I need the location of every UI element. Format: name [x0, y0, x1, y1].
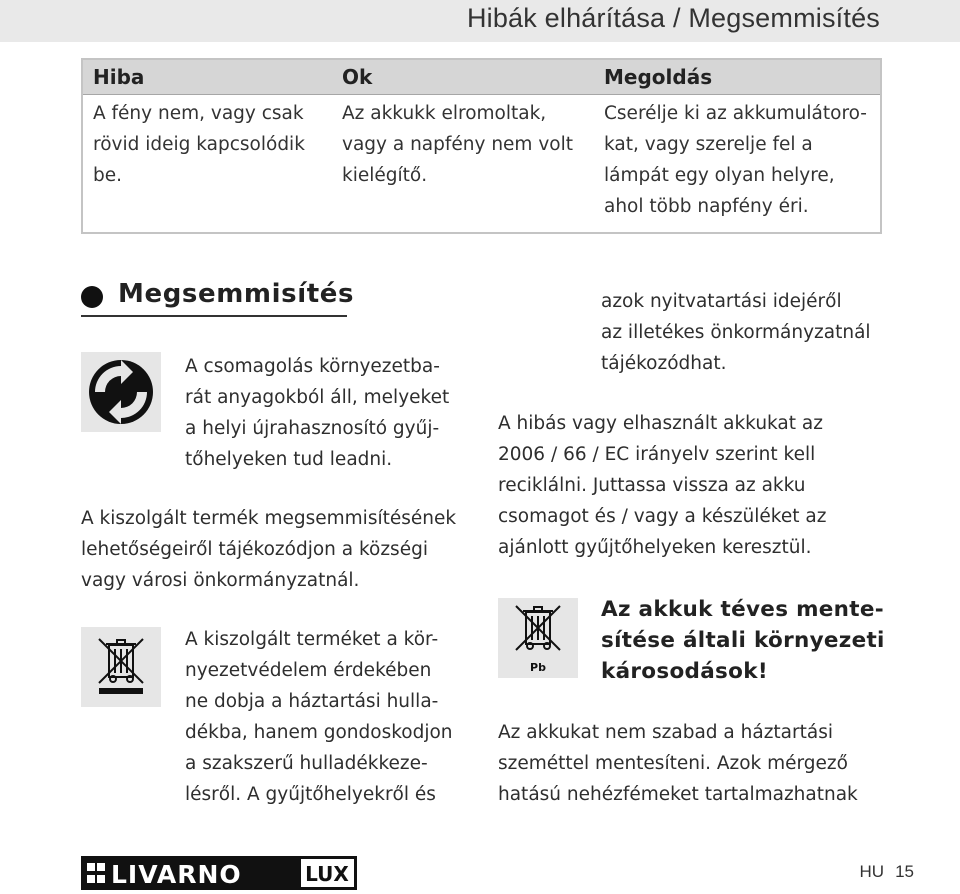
cell-ok: Az akkukk elromoltak, vagy a napfény nem volt kielégítő.	[342, 103, 573, 186]
brand-suffix: LUX	[305, 862, 349, 886]
recycle-text: A csomagolás környezetba- rát anyagokból áll, melyeket a helyi újrahasznosító gyűj- tőhelyeken tud leadni.	[185, 356, 450, 470]
pb-label: Pb	[530, 661, 546, 674]
column-header-hiba: Hiba	[82, 59, 332, 95]
page-title: Hibák elhárítása / Megsemmisítés	[466, 3, 880, 33]
column-header-ok: Ok	[332, 59, 594, 95]
cell-megoldas: Cserélje ki az akkumulátoro- kat, vagy szerelje fel a lámpát egy olyan helyre, ahol több napfény éri.	[604, 103, 867, 217]
troubleshooting-table	[81, 58, 882, 234]
right-top-text: azok nyitvatartási idejéről az illetékes önkormányzatnál tájékozódhat.	[601, 291, 871, 374]
crossed-bin-icon	[81, 627, 161, 707]
cell-hiba: A fény nem, vagy csak rövid ideig kapcsolódik be.	[93, 103, 305, 186]
crossed-bin-pb-icon	[498, 598, 578, 678]
disposal-text: A kiszolgált termék megsemmisítésének lehetőségeiről tájékozódjon a községi vagy városi önkormányzatnál.	[81, 508, 457, 591]
language-code: HU	[859, 862, 884, 881]
section-underline	[81, 315, 347, 317]
green-dot-recycle-icon	[81, 352, 161, 432]
weee-text: A kiszolgált terméket a kör- nyezetvédelem érdekében ne dobja a háztartási hulla- dékba, hanem gondoskodjon a szakszerű hulladékkeze- lésről. A gyűjtőhelyekről és	[185, 629, 453, 805]
column-header-megoldas: Megoldás	[594, 59, 881, 95]
section-bullet-icon	[81, 286, 103, 308]
warning-heading: Az akkuk téves mente- sítése általi környezeti károsodások!	[601, 597, 885, 684]
final-text: Az akkukat nem szabad a háztartási szeméttel mentesíteni. Azok mérgező hatású nehézfémeket tartalmazhatnak	[498, 722, 858, 805]
battery-text: A hibás vagy elhasznált akkukat az 2006 / 66 / EC irányelv szerint kell reciklálni. Juttassa vissza az akku csomagot és / vagy a készüléket az ajánlott gyűjtőhelyeken keresztül.	[498, 413, 827, 558]
table-header-row	[82, 59, 881, 95]
table-row	[82, 95, 881, 234]
brand-name: LIVARNO	[111, 860, 242, 889]
page-number: 15	[895, 862, 914, 881]
livarno-lux-logo	[81, 856, 357, 890]
section-title: Megsemmisítés	[118, 279, 355, 309]
